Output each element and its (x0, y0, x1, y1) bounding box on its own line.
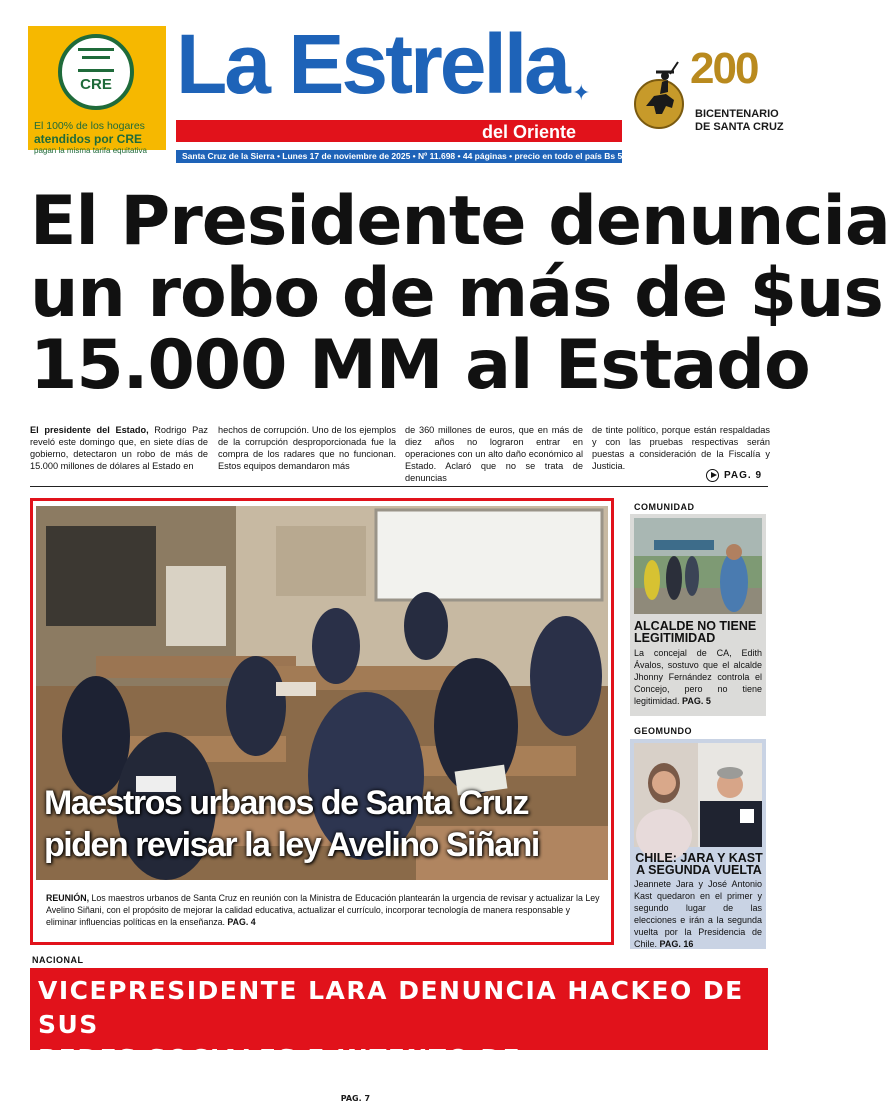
lead-page-ref-text: PAG. 9 (724, 470, 763, 482)
cre-logo-icon (58, 34, 134, 110)
section-divider (30, 486, 768, 487)
geomundo-photo (634, 743, 762, 847)
nacional-headline-line2-wrap (38, 1042, 768, 1116)
main-story-title-line2: piden revisar la ley Avelino Siñani (44, 826, 539, 864)
lead-column-text: Rodrigo Paz reveló este domingo que, en siete días de gobierno, detectaron un robo de más de 15.000 millones de dólares al Estado en (30, 425, 208, 471)
lead-column-2: hechos de corrupción. Uno de los ejemplos de la corrupción desproporcionada fue la compra de los radares que no funcionan. Estos equipos demandaron más (218, 425, 396, 471)
bicentenario-line2: DE SANTA CRUZ (695, 121, 784, 133)
main-story-caption (46, 892, 602, 928)
caption-text: Los maestros urbanos de Santa Cruz en reunión con la Ministra de Educación plantearán la urgencia de revisar y actualizar la Ley Avelino Siñani, con el propósito de mejorar la calidad educativa, actualizar el currículo, incorporar tecnología de manera responsable y eliminar influencias políticas en la enseñanza. (46, 893, 600, 927)
nacional-page-ref: PAG. 7 (340, 1094, 371, 1103)
geomundo-body: Jeannete Jara y José Antonio Kast quedaron en el primer y segundo lugar de las elecciones e irán a la segunda vuelta por la Presidencia de Chile. (634, 879, 762, 949)
nacional-headline-line2: REDES SOCIALES E INTENTO DE DESPRESTIGIARLO. (38, 1044, 522, 1107)
masthead-title: La Estrella (176, 17, 568, 111)
lead-column-3: de 360 millones de euros, que en más de diez años no lograron entrar en operaciones con un alto daño económico al Estado. Aclaró que no se trata de denuncias (405, 425, 583, 483)
geomundo-page-ref: PAG. 16 (657, 939, 694, 949)
comunidad-section-label: COMUNIDAD (634, 502, 695, 512)
geomundo-section-label: GEOMUNDO (634, 726, 692, 736)
nacional-section-label: NACIONAL (32, 955, 84, 965)
cre-logo-text: CRE (80, 76, 112, 93)
geomundo-text (634, 878, 762, 950)
main-story-title-line1: Maestros urbanos de Santa Cruz (44, 784, 529, 822)
caption-lead: REUNIÓN, (46, 893, 90, 903)
geomundo-title: CHILE: JARA Y KAST A SEGUNDA VUELTA (635, 851, 763, 877)
lead-in: El presidente del Estado, (30, 425, 149, 435)
main-story-title (44, 782, 539, 866)
headline-line: El Presidente denuncia (30, 182, 890, 261)
comunidad-title: ALCALDE NO TIENE LEGITIMIDAD (634, 619, 757, 645)
horse-rider-icon (632, 44, 686, 140)
headline-line: un robo de más de $us (30, 254, 883, 333)
play-arrow-icon (706, 469, 719, 482)
comunidad-page-ref: PAG. 5 (679, 696, 711, 706)
star-icon: ✦ (572, 80, 591, 105)
masthead-subtitle: del Oriente (482, 122, 577, 142)
lead-column-4: de tinte político, porque están respaldadas y con las pruebas respectivas serán puestas a consideración de la Fiscalía y Justicia. (592, 425, 770, 471)
cre-ad-line1: El 100% de los hogares (34, 120, 145, 132)
comunidad-text (634, 647, 762, 707)
nacional-headline (38, 974, 768, 1116)
bicentenario-number: 200 (690, 44, 758, 93)
headline-line: 15.000 MM al Estado (30, 326, 810, 405)
lead-column-1 (30, 424, 208, 472)
lead-page-ref[interactable] (706, 469, 762, 482)
cre-ad-line2: atendidos por CRE (34, 132, 143, 146)
caption-page-ref: PAG. 4 (224, 917, 256, 927)
comunidad-photo (634, 518, 762, 614)
masthead-info: Santa Cruz de la Sierra • Lunes 17 de noviembre de 2025 • Nº 11.698 • 44 páginas • precio en todo el país Bs 5,00 (182, 151, 634, 161)
cre-ad-line3: pagan la misma tarifa equitativa (34, 146, 147, 155)
main-headline (30, 182, 890, 405)
comunidad-body: La concejal de CA, Edith Ávalos, sostuvo que el alcalde Jhonny Fernández controla el Concejo, pero no tiene legitimidad. (634, 648, 762, 706)
bicentenario-line1: BICENTENARIO (695, 108, 779, 120)
nacional-headline-line1: VICEPRESIDENTE LARA DENUNCIA HACKEO DE SUS (38, 976, 744, 1039)
